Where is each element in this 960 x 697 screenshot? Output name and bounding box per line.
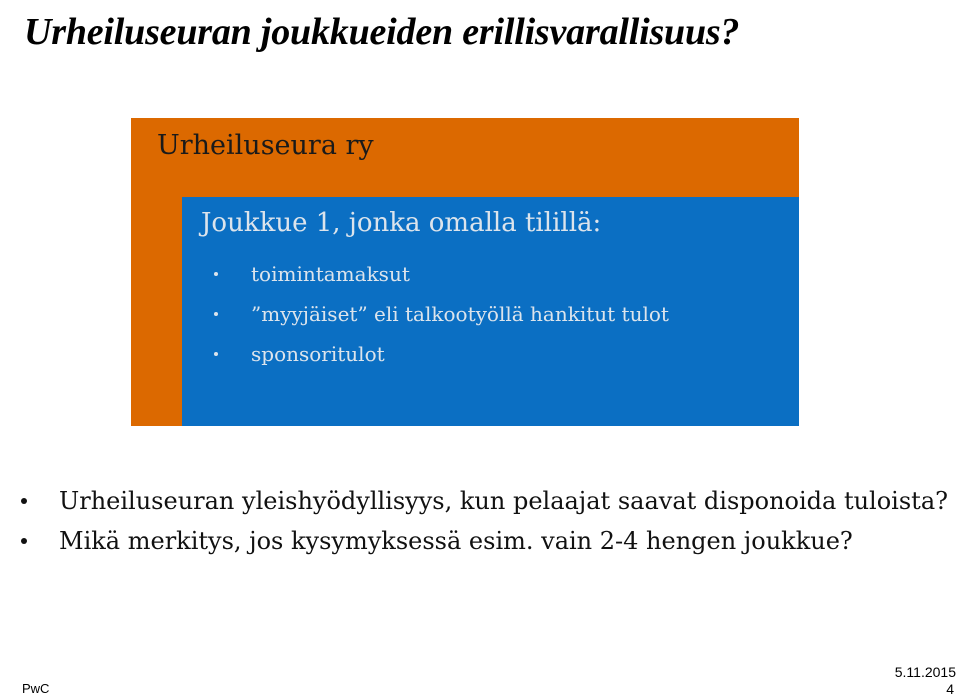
- list-item: [182, 264, 669, 304]
- association-label: Urheiluseura ry: [157, 130, 374, 161]
- footer-brand: PwC: [22, 681, 50, 696]
- bullet-icon: [21, 538, 27, 544]
- bullet-icon: [214, 272, 218, 276]
- bullet-icon: [214, 352, 218, 356]
- footer-date: 5.11.2015: [894, 664, 956, 680]
- list-item-text: ”myyjäiset” eli talkootyöllä hankitut tulot: [251, 302, 669, 326]
- list-item-text: toimintamaksut: [251, 262, 410, 286]
- team-box: [182, 197, 799, 426]
- page-number: 4: [946, 681, 954, 697]
- question-list: [0, 487, 948, 567]
- list-item: [0, 527, 948, 567]
- list-item: [0, 487, 948, 527]
- list-item-text: sponsoritulot: [251, 342, 385, 366]
- slide-title: Urheiluseuran joukkueiden erillisvarallisuus?: [24, 11, 740, 53]
- list-item-text: Urheiluseuran yleishyödyllisyys, kun pelaajat saavat disponoida tuloista?: [59, 487, 948, 515]
- bullet-icon: [214, 312, 218, 316]
- team-income-list: [182, 264, 669, 384]
- bullet-icon: [21, 498, 27, 504]
- list-item: [182, 344, 669, 384]
- list-item-text: Mikä merkitys, jos kysymyksessä esim. vain 2-4 hengen joukkue?: [59, 527, 853, 555]
- team-heading: Joukkue 1, jonka omalla tilillä:: [201, 208, 602, 238]
- association-box: [131, 118, 799, 426]
- list-item: [182, 304, 669, 344]
